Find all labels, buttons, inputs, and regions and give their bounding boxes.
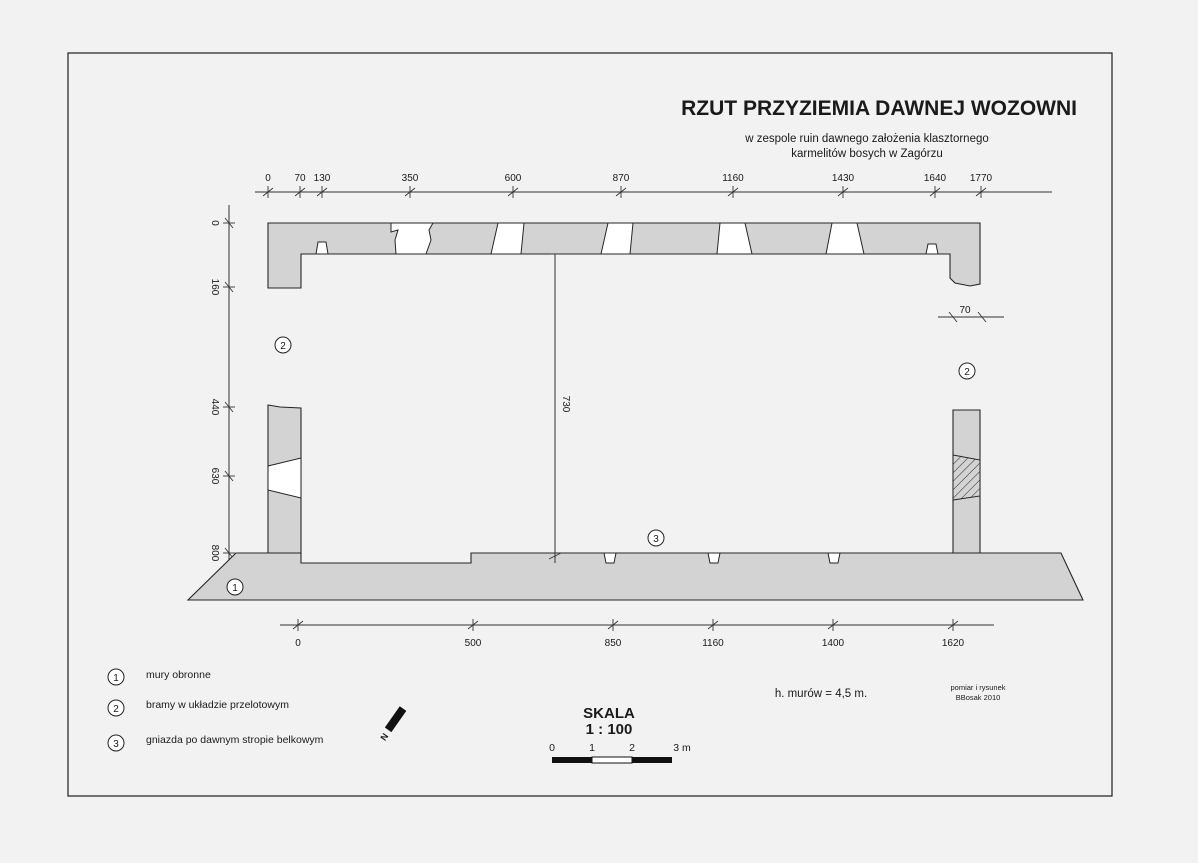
svg-text:800: 800 bbox=[209, 544, 220, 562]
top-dimension-tick bbox=[722, 173, 744, 198]
svg-text:1: 1 bbox=[589, 742, 595, 754]
svg-text:600: 600 bbox=[504, 173, 522, 184]
center-dimension-label: 730 bbox=[560, 395, 571, 413]
scale-bar bbox=[549, 705, 691, 763]
center-dimension bbox=[549, 254, 571, 563]
bottom-dimension-tick bbox=[605, 619, 622, 649]
svg-text:70: 70 bbox=[294, 173, 306, 184]
page-title: RZUT PRZYZIEMIA DAWNEJ WOZOWNI bbox=[681, 97, 1077, 120]
svg-text:850: 850 bbox=[604, 638, 622, 649]
top-dimension-tick bbox=[613, 173, 630, 198]
svg-text:2: 2 bbox=[280, 341, 286, 352]
left-dimension-tick bbox=[209, 399, 235, 416]
svg-text:500: 500 bbox=[464, 638, 482, 649]
bottom-dimension-tick bbox=[293, 619, 303, 649]
marker-sockets bbox=[648, 530, 664, 546]
top-dimension-tick bbox=[402, 173, 419, 198]
bottom-dimension-tick bbox=[465, 619, 482, 649]
north-window-4 bbox=[826, 223, 864, 254]
svg-text:2: 2 bbox=[113, 704, 119, 715]
marker-gate-east bbox=[959, 363, 975, 379]
scale-ratio: 1 : 100 bbox=[585, 721, 633, 738]
svg-text:bramy w układzie przelotowym: bramy w układzie przelotowym bbox=[146, 699, 289, 711]
marker-wall bbox=[227, 579, 243, 595]
bottom-dimension-tick bbox=[942, 619, 965, 649]
south-defensive-wall bbox=[188, 553, 1083, 600]
left-dimension-tick bbox=[209, 468, 235, 485]
bottom-dimension-tick bbox=[822, 619, 845, 649]
svg-text:0: 0 bbox=[209, 220, 220, 226]
svg-text:1: 1 bbox=[232, 583, 238, 594]
svg-text:2: 2 bbox=[964, 367, 970, 378]
bottom-dimension-line bbox=[280, 619, 994, 649]
svg-text:3: 3 bbox=[653, 534, 659, 545]
svg-text:130: 130 bbox=[313, 173, 331, 184]
north-socket-1 bbox=[316, 242, 328, 254]
top-dimension-line bbox=[255, 173, 1052, 198]
south-socket-3 bbox=[828, 553, 840, 563]
subtitle-line-2: karmelitów bosych w Zagórzu bbox=[791, 148, 943, 160]
wall-height-note: h. murów = 4,5 m. bbox=[774, 688, 868, 700]
top-dimension-tick bbox=[294, 173, 306, 198]
top-dimension-tick bbox=[970, 173, 993, 198]
legend-item-3 bbox=[108, 734, 324, 751]
svg-text:0: 0 bbox=[295, 638, 301, 649]
svg-text:440: 440 bbox=[209, 398, 220, 416]
svg-text:1400: 1400 bbox=[821, 638, 845, 649]
opening-dimension bbox=[938, 305, 1004, 322]
north-wall-breach bbox=[391, 223, 433, 254]
top-dimension-tick bbox=[832, 173, 855, 198]
top-dimension-tick bbox=[263, 173, 273, 198]
svg-text:3: 3 bbox=[113, 739, 119, 750]
svg-text:1: 1 bbox=[113, 673, 119, 684]
east-gate-hatched bbox=[953, 455, 980, 500]
author-line-2: BBosak 2010 bbox=[955, 693, 1001, 702]
subtitle-line-1: w zespole ruin dawnego założenia klasztornego bbox=[745, 133, 989, 145]
svg-text:0: 0 bbox=[549, 742, 555, 754]
svg-text:1160: 1160 bbox=[722, 173, 744, 184]
left-dimension-line bbox=[209, 205, 235, 566]
south-socket-2 bbox=[708, 553, 720, 563]
left-dimension-tick bbox=[209, 218, 235, 228]
svg-text:0: 0 bbox=[265, 173, 271, 184]
svg-text:630: 630 bbox=[209, 467, 220, 485]
svg-text:160: 160 bbox=[209, 278, 220, 296]
north-socket-2 bbox=[926, 244, 938, 254]
left-dimension-tick bbox=[209, 279, 235, 296]
top-dimension-tick bbox=[505, 173, 522, 198]
svg-text:N: N bbox=[378, 731, 391, 743]
svg-text:350: 350 bbox=[401, 173, 419, 184]
author-line-1: pomiar i rysunek bbox=[950, 683, 1006, 692]
svg-text:1770: 1770 bbox=[969, 173, 993, 184]
legend bbox=[108, 669, 324, 751]
legend-item-1 bbox=[108, 669, 211, 685]
scale-label: SKALA bbox=[583, 705, 635, 722]
svg-text:1640: 1640 bbox=[923, 173, 947, 184]
svg-text:2: 2 bbox=[629, 742, 635, 754]
south-socket-1 bbox=[604, 553, 616, 563]
svg-text:gniazda po dawnym stropie belk: gniazda po dawnym stropie belkowym bbox=[146, 734, 324, 746]
legend-item-2 bbox=[108, 699, 289, 716]
building-walls bbox=[188, 223, 1083, 600]
svg-text:1620: 1620 bbox=[941, 638, 965, 649]
svg-text:1160: 1160 bbox=[702, 638, 724, 649]
svg-text:870: 870 bbox=[612, 173, 630, 184]
marker-gate-west bbox=[275, 337, 291, 353]
svg-text:3 m: 3 m bbox=[673, 742, 691, 754]
top-dimension-tick bbox=[924, 173, 947, 198]
bottom-dimension-tick bbox=[702, 619, 724, 649]
svg-text:1430: 1430 bbox=[831, 173, 855, 184]
north-arrow-icon bbox=[378, 706, 408, 742]
opening-dimension-label: 70 bbox=[959, 305, 971, 316]
top-dimension-tick bbox=[314, 173, 331, 198]
svg-text:mury obronne: mury obronne bbox=[146, 669, 211, 681]
